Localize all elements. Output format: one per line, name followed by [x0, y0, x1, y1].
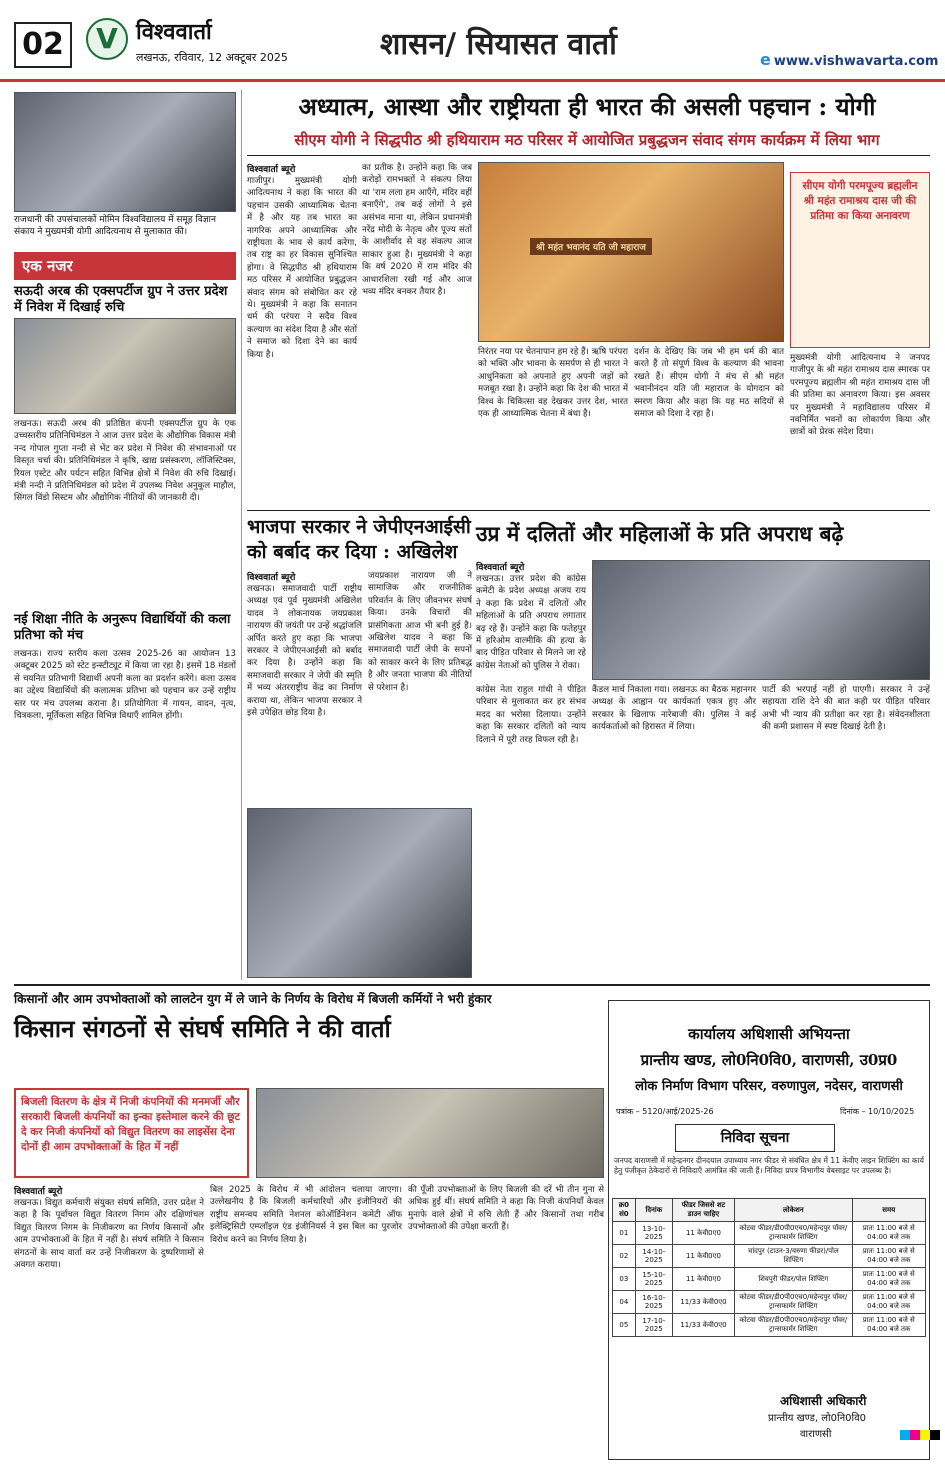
globe-icon: e: [760, 50, 771, 69]
section-title: शासन/ सियासत वार्ता: [380, 27, 617, 62]
saudi-headline: सऊदी अरब की एक्सपर्टीज ग्रुप ने उत्तर प्रदेश में निवेश में दिखाई रुचि: [14, 284, 228, 315]
dalit-col1: लखनऊ। उत्तर प्रदेश की कांग्रेस कमेटी के प्रदेश अध्यक्ष अजय राय ने कहा कि प्रदेश में दलितों और महिलाओं के प्रति अपराध लगातार बढ़ रहे हैं। उन्होंने कहा कि फतेहपुर में हरिओम वाल्मीकि की हत्या के बाद पीड़ित परिवार से मिलने जा रहे कांग्रेस नेताओं को पुलिस ने रोका।: [476, 574, 586, 671]
cell: प्रातः 11:00 बजे से 04:00 बजे तक: [852, 1245, 925, 1268]
dateline: लखनऊ, रविवार, 12 अक्टूबर 2025: [136, 51, 288, 64]
table-row: [613, 1291, 926, 1314]
cell: 15-10-2025: [635, 1268, 672, 1291]
ad-table-wrap: [612, 1198, 926, 1337]
page-number: 02: [14, 22, 72, 68]
th-time: समय: [852, 1199, 925, 1222]
akhilesh-col2: जयप्रकाश नारायण जी ने सामाजिक और राजनीतिक परिवर्तन के लिए जीवनभर संघर्ष किया। उनके विचारों की प्रासंगिकता आज भी बनी हुई है। अखिलेश यादव ने कहा कि समाजवादी पार्टी जेपी के सपनों को साकार करने के लिए प्रतिबद्ध है और जनता भाजपा की नीतियों से परेशान है।: [368, 571, 472, 693]
cell: 11 केवी0ए0: [672, 1268, 734, 1291]
lead-col1: गाजीपुर। मुख्यमंत्री योगी आदित्यनाथ ने कहा कि भारत की पहचान उसकी आध्यात्मिक चेतना में है और यह तब भारत का नागरिक अपने आध्यात्मिक और राष्ट्रीयता के भाव से कार्य करेगा, तब राष्ट्र का हर विकास सुनिश्चित होगा। वे सिद्धपीठ श्री हथियाराम मठ परिसर में आयोजित प्रबुद्धजन संवाद संगम को संबोधित कर रहे थे। मुख्यमंत्री ने कहा कि सनातन धर्म की परंपरा ने सदैव विश्व कल्याण का संदेश दिया है और संतों ने समाज को दिशा देने का कार्य किया है।: [247, 176, 357, 360]
photo-caption: राजधानी की उपसंचालकों मोमिन विश्वविद्यालय में समूह विज्ञान संकाय ने मुख्यमंत्री योगी आदित्यनाथ से मुलाकात की।: [14, 215, 216, 237]
brand-name: विश्ववार्ता: [136, 19, 212, 45]
table-row: [613, 1268, 926, 1291]
print-color-bar: [900, 1430, 940, 1440]
ad-signatory-city: वाराणसी: [800, 1429, 832, 1440]
cell: कोटवा फीडर/डी0पी0एच0/महेन्दपुर पॉवर/ ट्रान्सफार्मर शिफ्टिंग: [735, 1314, 852, 1337]
saudi-body: लखनऊ। सऊदी अरब की प्रतिष्ठित कंपनी एक्सपर्टीज ग्रुप के एक उच्चस्तरीय प्रतिनिधिमंडल ने आज उत्तर प्रदेश के औद्योगिक विकास मंत्री नन्द गोपाल गुप्ता नन्दी से भेंट कर प्रदेश में निवेश की संभावनाओं पर विस्तृत चर्चा की। प्रतिनिधिमंडल ने कृषि, खाद्य प्रसंस्करण, लॉजिस्टिक्स, रियल एस्टेट और पर्यटन सहित विभिन्न क्षेत्रों में निवेश की रुचि दिखाई। मंत्री नन्दी ने प्रतिनिधिमंडल को प्रदेश में उपलब्ध निवेश अनुकूल माहौल, सिंगल विंडो सिस्टम और औद्योगिक नीतियों की जानकारी दी।: [14, 419, 236, 504]
cell: 03: [613, 1268, 636, 1291]
tender-table: [612, 1198, 926, 1337]
kisan-protest-photo: [256, 1088, 604, 1178]
edu-headline: नई शिक्षा नीति के अनुरूप विद्यार्थियों की कला प्रतिभा को मंच: [14, 612, 231, 643]
akhilesh-col1: लखनऊ। समाजवादी पार्टी राष्ट्रीय अध्यक्ष एवं पूर्व मुख्यमंत्री अखिलेश यादव ने लोकनायक जयप्रकाश नारायण की जयंती पर उन्हें श्रद्धांजलि अर्पित करते हुए कहा कि भाजपा सरकार ने जेपीएनआईसी को बर्बाद कर दिया है। उन्होंने कहा कि समाजवादी सरकार ने जेपी की स्मृति में भव्य अंतरराष्ट्रीय केंद्र का निर्माण कराया था, लेकिन भाजपा सरकार ने इसे उपेक्षित छोड़ दिया है।: [247, 584, 362, 719]
akhilesh-byline: विश्ववार्ता ब्यूरो: [247, 573, 296, 583]
cell: 11/33 केवी0ए0: [672, 1314, 734, 1337]
cell: 04: [613, 1291, 636, 1314]
statue-story: मुख्यमंत्री योगी आदित्यनाथ ने जनपद गाजीपुर के श्री महंत रामाश्रय दास स्मारक पर परमपूज्य ब्रह्मलीन श्री महंत रामाश्रय दास जी की प्रतिमा का अनावरण किया। इस अवसर पर मुख्यमंत्री ने महाविद्यालय परिसर में नवनिर्मित भवनों का लोकार्पण किया और छात्रों को प्रेरक संदेश दिया।: [790, 353, 930, 438]
kisan-headline: किसान संगठनों से संघर्ष समिति ने की वार्ता: [14, 1014, 391, 1043]
dalit-col3: कैंडल मार्च निकाला गया। लखनऊ का बैठक महानगर अध्यक्ष के आह्वान पर कार्यकर्ता एकत्र हुए और सरकार के खिलाफ नारेबाजी की। पुलिस ने कई कार्यकर्ताओं को हिरासत में लिया।: [592, 685, 756, 733]
ad-ref-number: पत्रांक – 5120/आई/2025-26: [616, 1107, 714, 1116]
lead-headline: अध्यात्म, आस्था और राष्ट्रीयता ही भारत की असली पहचान : योगी: [298, 92, 876, 121]
dalit-headline: उप्र में दलितों और महिलाओं के प्रति अपराध बढ़े: [476, 521, 844, 546]
dalit-col2: कांग्रेस नेता राहुल गांधी ने पीड़ित परिवार से मुलाकात कर हर संभव मदद का भरोसा दिलाया। उन्होंने कहा कि सरकार दलितों को न्याय दिलाने में पूरी तरह विफल रही है।: [476, 685, 586, 745]
column-divider: [241, 90, 242, 980]
kisan-highlight-box: बिजली वितरण के क्षेत्र में निजी कंपनियों की मनमर्जी और सरकारी बिजली कंपनियों का इन्का इस्तेमाल करने की छूट दे कर निजी कंपनियों को विद्युत वितरण का लाइसेंस देना दोनों ही आम उपभोक्ताओं के हित में नहीं: [14, 1088, 249, 1178]
lead-subheadline: सीएम योगी ने सिद्धपीठ श्री हथियाराम मठ परिसर में आयोजित प्रबुद्धजन संवाद संगम कार्यक्रम में लिया भाग: [294, 131, 880, 149]
cell: प्रातः 11:00 बजे से 04:00 बजे तक: [852, 1222, 925, 1245]
lead-photo-banner: श्री महंत भवानंद यति जी महाराज: [530, 238, 652, 255]
cell: 16-10-2025: [635, 1291, 672, 1314]
cell: 11/33 केवी0ए0: [672, 1291, 734, 1314]
cell: 17-10-2025: [635, 1314, 672, 1337]
kisan-kicker: किसानों और आम उपभोक्ताओं को लालटेन युग में ले जाने के निर्णय के विरोध में बिजली कर्मियों ने भरी हुंकार: [14, 992, 492, 1006]
cell: 05: [613, 1314, 636, 1337]
website-text: www.vishwavarta.com: [773, 54, 939, 69]
cell: प्रातः 11:00 बजे से 04:00 बजे तक: [852, 1268, 925, 1291]
table-row: [613, 1222, 926, 1245]
cell: 01: [613, 1222, 636, 1245]
bottom-rule: [14, 984, 930, 986]
ad-ref-date: दिनांक – 10/10/2025: [840, 1107, 915, 1116]
table-row: [613, 1314, 926, 1337]
cell: 11 केवी0ए0: [672, 1245, 734, 1268]
cell: 13-10-2025: [635, 1222, 672, 1245]
kisan-byline: विश्ववार्ता ब्यूरो: [14, 1187, 63, 1197]
ad-signatory: अधिशासी अधिकारी: [780, 1394, 867, 1408]
th-location: लोकेशन: [735, 1199, 852, 1222]
website-link[interactable]: [760, 50, 938, 69]
cell: 14-10-2025: [635, 1245, 672, 1268]
cell: प्रातः 11:00 बजे से 04:00 बजे तक: [852, 1314, 925, 1337]
cell: 02: [613, 1245, 636, 1268]
lead-col2: का प्रतीक है। उन्होंने कहा कि जब करोड़ों रामभक्तों ने संकल्प लिया था 'राम लला हम आएँगे, मंदिर वहीं बनाएँगे', तब कई लोगों ने इसे असंभव माना था, लेकिन प्रधानमंत्री नरेंद्र मोदी के नेतृत्व और पूज्य संतों के आशीर्वाद से वह संकल्प आज साकार हुआ है। मुख्यमंत्री ने कहा कि वर्ष 2020 में राम मंदिर की आधारशिला रखी गई और आज भव्य मंदिर बनकर तैयार है।: [362, 163, 472, 298]
cell: 11 केवी0ए0: [672, 1222, 734, 1245]
section-rule: [247, 510, 930, 511]
ad-address: लोक निर्माण विभाग परिसर, वरुणापुल, नदेसर, वाराणसी: [635, 1079, 903, 1094]
th-date: दिनांक: [635, 1199, 672, 1222]
ad-title: निविदा सूचना: [675, 1124, 835, 1152]
cell: शिवपुरी फीडर/पोल शिफ्टिंग: [735, 1268, 852, 1291]
kisan-col2: बिल 2025 के विरोध में भी आंदोलन चलाया जाएगा। उल्लेखनीय है कि बिजली कर्मचारियों और इंजीनियरों की राष्ट्रीय समन्वय समिति नेशनल कोऑर्डिनेशन कमेटी ऑफ इलेक्ट्रिसिटी एम्प्लॉइज एंड इंजीनियर्स ने इस बिल का पुरजोर विरोध करने का निर्णय लिया है।: [210, 1185, 402, 1245]
lead-col3: निरंतर नया पर चेतनापान हम रहे हैं। ऋषि परंपरा को भक्ति और भावना के समर्पण से ही भारत ने आधुनिकता को अपनाते हुए अपनी जड़ों को मजबूत रखा है। उन्होंने कहा कि देश की भारत में विश्व के चिकित्सा वह देखकर उत्तर देश, भारत एक ही आध्यात्मिक चेतना में बंधा है।: [478, 347, 628, 420]
lead-col4: दर्शन के देखिए कि जब भी हम धर्म की बात करते हैं तो संपूर्ण विश्व के कल्याण की भावना रखते हैं। सीएम योगी ने मंच से श्री महंत भवानीनंदन यति जी महाराज के योगदान को स्मरण किया और कहा कि यह मठ सदियों से समाज को दिशा दे रहा है।: [634, 347, 784, 420]
ek-nazar-label: एक नजर: [14, 252, 236, 280]
akhilesh-photo: [247, 808, 472, 978]
kisan-col3: की पूँजी उपभोक्ताओं के लिए बिजली की दरें भी तीन गुना से अधिक हुईं थीं। संघर्ष समिति ने कहा कि निजी कंपनियाँ केवल मुनाफे वाले क्षेत्रों में रुचि लेती हैं और किसानों तथा गरीब उपभोक्ताओं की उपेक्षा करती हैं।: [408, 1185, 604, 1233]
dalit-photo: [592, 560, 930, 680]
logo-icon: V: [86, 18, 128, 60]
th-serial: क्र0 सं0: [613, 1199, 636, 1222]
ad-signatory-division: प्रान्तीय खण्ड, लो0नि0वि0: [768, 1413, 867, 1424]
lead-rule: [247, 155, 930, 156]
ad-intro: जनपद वाराणसी में महेन्द्रनगर दीनदयाल उपाध्याय नगर फीडर से संबंधित क्षेत्र में 11 केवीए लाइन शिफ्टिंग का कार्य हेतु पंजीकृत ठेकेदारों से निविदाएँ आमंत्रित की जाती हैं। निविदा प्रपत्र विभागीय वेबसाइट पर उपलब्ध है।: [614, 1156, 924, 1175]
dalit-col4: पार्टी की भरपाई नहीं हो पाएगी। सरकार ने उन्हें सहायता राशि देने की बात कही पर पीड़ित परिवार अभी भी न्याय की प्रतीक्षा कर रहा है। संवेदनशीलता की कमी प्रशासन में स्पष्ट दिखाई देती है।: [762, 685, 930, 733]
cell: चांदपुर (टाउन-3/वरुणा फीडर)/पोल शिफ्टिंग: [735, 1245, 852, 1268]
saudi-delegation-photo: [14, 318, 236, 414]
tender-table-header: [613, 1199, 926, 1222]
kisan-col1: लखनऊ। विद्युत कर्मचारी संयुक्त संघर्ष समिति, उत्तर प्रदेश ने कहा है कि पूर्वांचल विद्युत वितरण निगम और दक्षिणांचल विद्युत वितरण निगम के निजीकरण का निर्णय किसानों और आम उपभोक्ताओं के हित में नहीं है। संघर्ष समिति ने किसान संगठनों के साथ वार्ता कर उन्हें निजीकरण के दुष्परिणामों से अवगत कराया।: [14, 1198, 204, 1271]
akhilesh-headline: भाजपा सरकार ने जेपीएनआईसी को बर्बाद कर दिया : अखिलेश: [247, 516, 471, 563]
cell: कोटवा फीडर/डी0पी0एच0/महेन्दपुर पॉवर/ ट्रान्सफार्मर शिफ्टिंग: [735, 1222, 852, 1245]
ad-division: प्रान्तीय खण्ड, लो0नि0वि0, वाराणसी, उ0प्र0: [640, 1051, 898, 1069]
cm-meeting-photo: [14, 92, 236, 212]
ad-office: कार्यालय अधिशासी अभियन्ता: [688, 1025, 850, 1043]
cell: प्रातः 11:00 बजे से 04:00 बजे तक: [852, 1291, 925, 1314]
statue-unveiling-box: सीएम योगी परमपूज्य ब्रह्मलीन श्री महंत रामाश्रय दास जी की प्रतिमा का किया अनावरण: [790, 172, 930, 348]
edu-body: लखनऊ। राज्य स्तरीय कला उत्सव 2025-26 का आयोजन 13 अक्टूबर 2025 को स्टेट इन्स्टीट्यूट में किया जा रहा है। इसमें 18 मंडलों से चयनित प्रतिभागी विद्यार्थी अपनी कला का प्रदर्शन करेंगे। कला उत्सव का उद्देश्य विद्यार्थियों की कलात्मक प्रतिभा को पहचान कर उन्हें राष्ट्रीय स्तर पर मंच उपलब्ध कराना है। प्रतियोगिता में गायन, वादन, नृत्य, चित्रकला, मूर्तिकला सहित विभिन्न विधाएँ शामिल होंगी।: [14, 649, 236, 722]
cell: कोटवा फीडर/डी0पी0एच0/महेन्दपुर पॉवर/ ट्रान्सफार्मर शिफ्टिंग: [735, 1291, 852, 1314]
th-feeder: फीडर जिससे शट डाउन चाहिए: [672, 1199, 734, 1222]
table-row: [613, 1245, 926, 1268]
dalit-byline: विश्ववार्ता ब्यूरो: [476, 563, 525, 573]
lead-byline: विश्ववार्ता ब्यूरो: [247, 165, 296, 175]
